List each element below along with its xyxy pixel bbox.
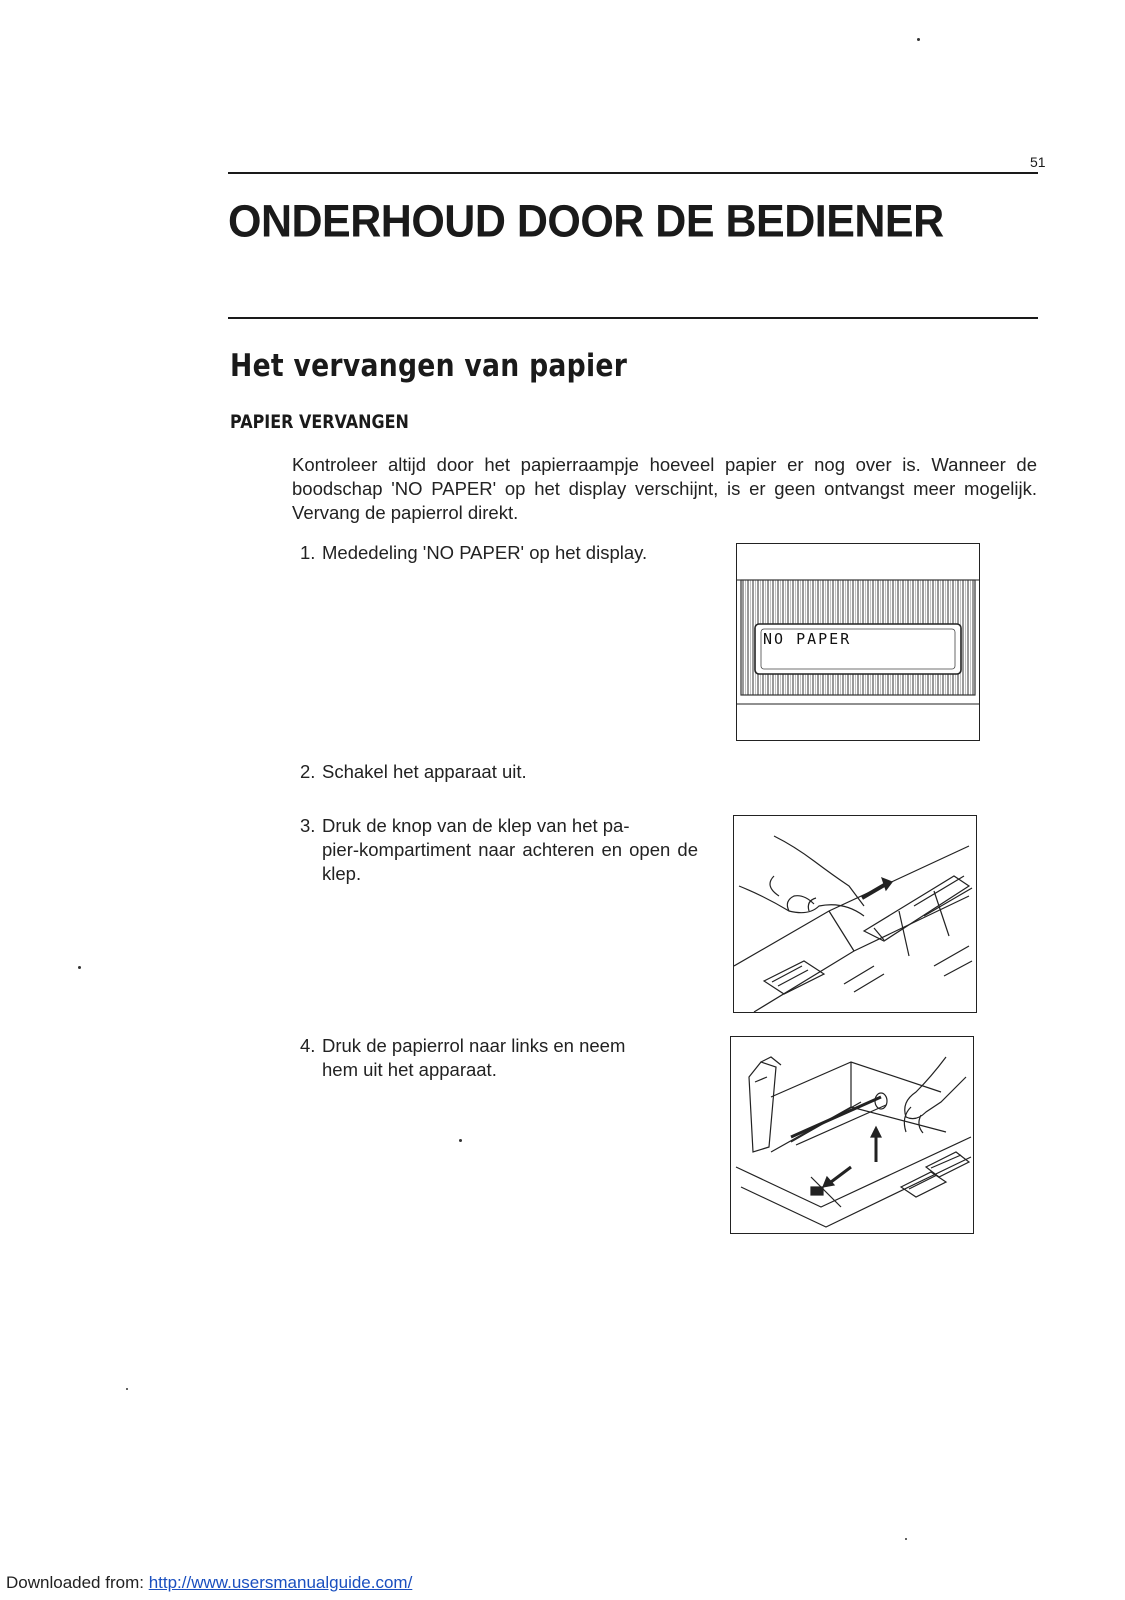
page-number: 51 [1030,154,1046,170]
step-text-continued: hem uit het apparaat. [322,1059,497,1080]
footer-label: Downloaded from: [6,1573,149,1592]
section-title: Het vervangen van papier [230,348,628,384]
section-rule [228,317,1038,319]
scan-speck [905,1538,907,1540]
scan-speck [459,1139,462,1142]
step-number: 2. [300,761,316,782]
cover-button-illustration [734,816,976,1012]
step-text-continued: pier-kompartiment naar achteren en open de klep. [322,839,698,884]
display-screen-text: NO PAPER [763,630,852,648]
step-number: 4. [300,1035,316,1056]
chapter-title: ONDERHOUD DOOR DE BEDIENER [228,196,944,248]
subsection-title: PAPIER VERVANGEN [230,411,409,433]
paper-roll-illustration [731,1037,973,1233]
step-1 [300,541,647,565]
top-rule [228,172,1038,174]
footer-link[interactable]: http://www.usersmanualguide.com/ [148,1573,413,1592]
step-text: Schakel het apparaat uit. [322,761,527,782]
display-figure [736,543,980,741]
step-4 [300,1034,698,1082]
step-2 [300,760,527,784]
scan-speck [126,1388,128,1390]
step-text: Druk de knop van de klep van het pa- [322,815,630,836]
step-number: 1. [300,542,316,563]
scan-speck [78,966,81,969]
step-text: Mededeling 'NO PAPER' op het display. [322,542,648,563]
cover-button-figure [733,815,977,1013]
footer [6,1573,412,1593]
scan-speck [917,38,920,41]
step-3 [300,814,698,886]
intro-paragraph: Kontroleer altijd door het papierraampje hoeveel papier er nog over is. Wanneer de boodschap 'NO PAPER' op het display verschijnt, is er geen ontvangst meer mogelijk. Vervang de papierrol direkt. [292,454,1037,523]
step-text: Druk de papierrol naar links en neem [322,1035,626,1056]
step-number: 3. [300,815,316,836]
paper-roll-figure [730,1036,974,1234]
